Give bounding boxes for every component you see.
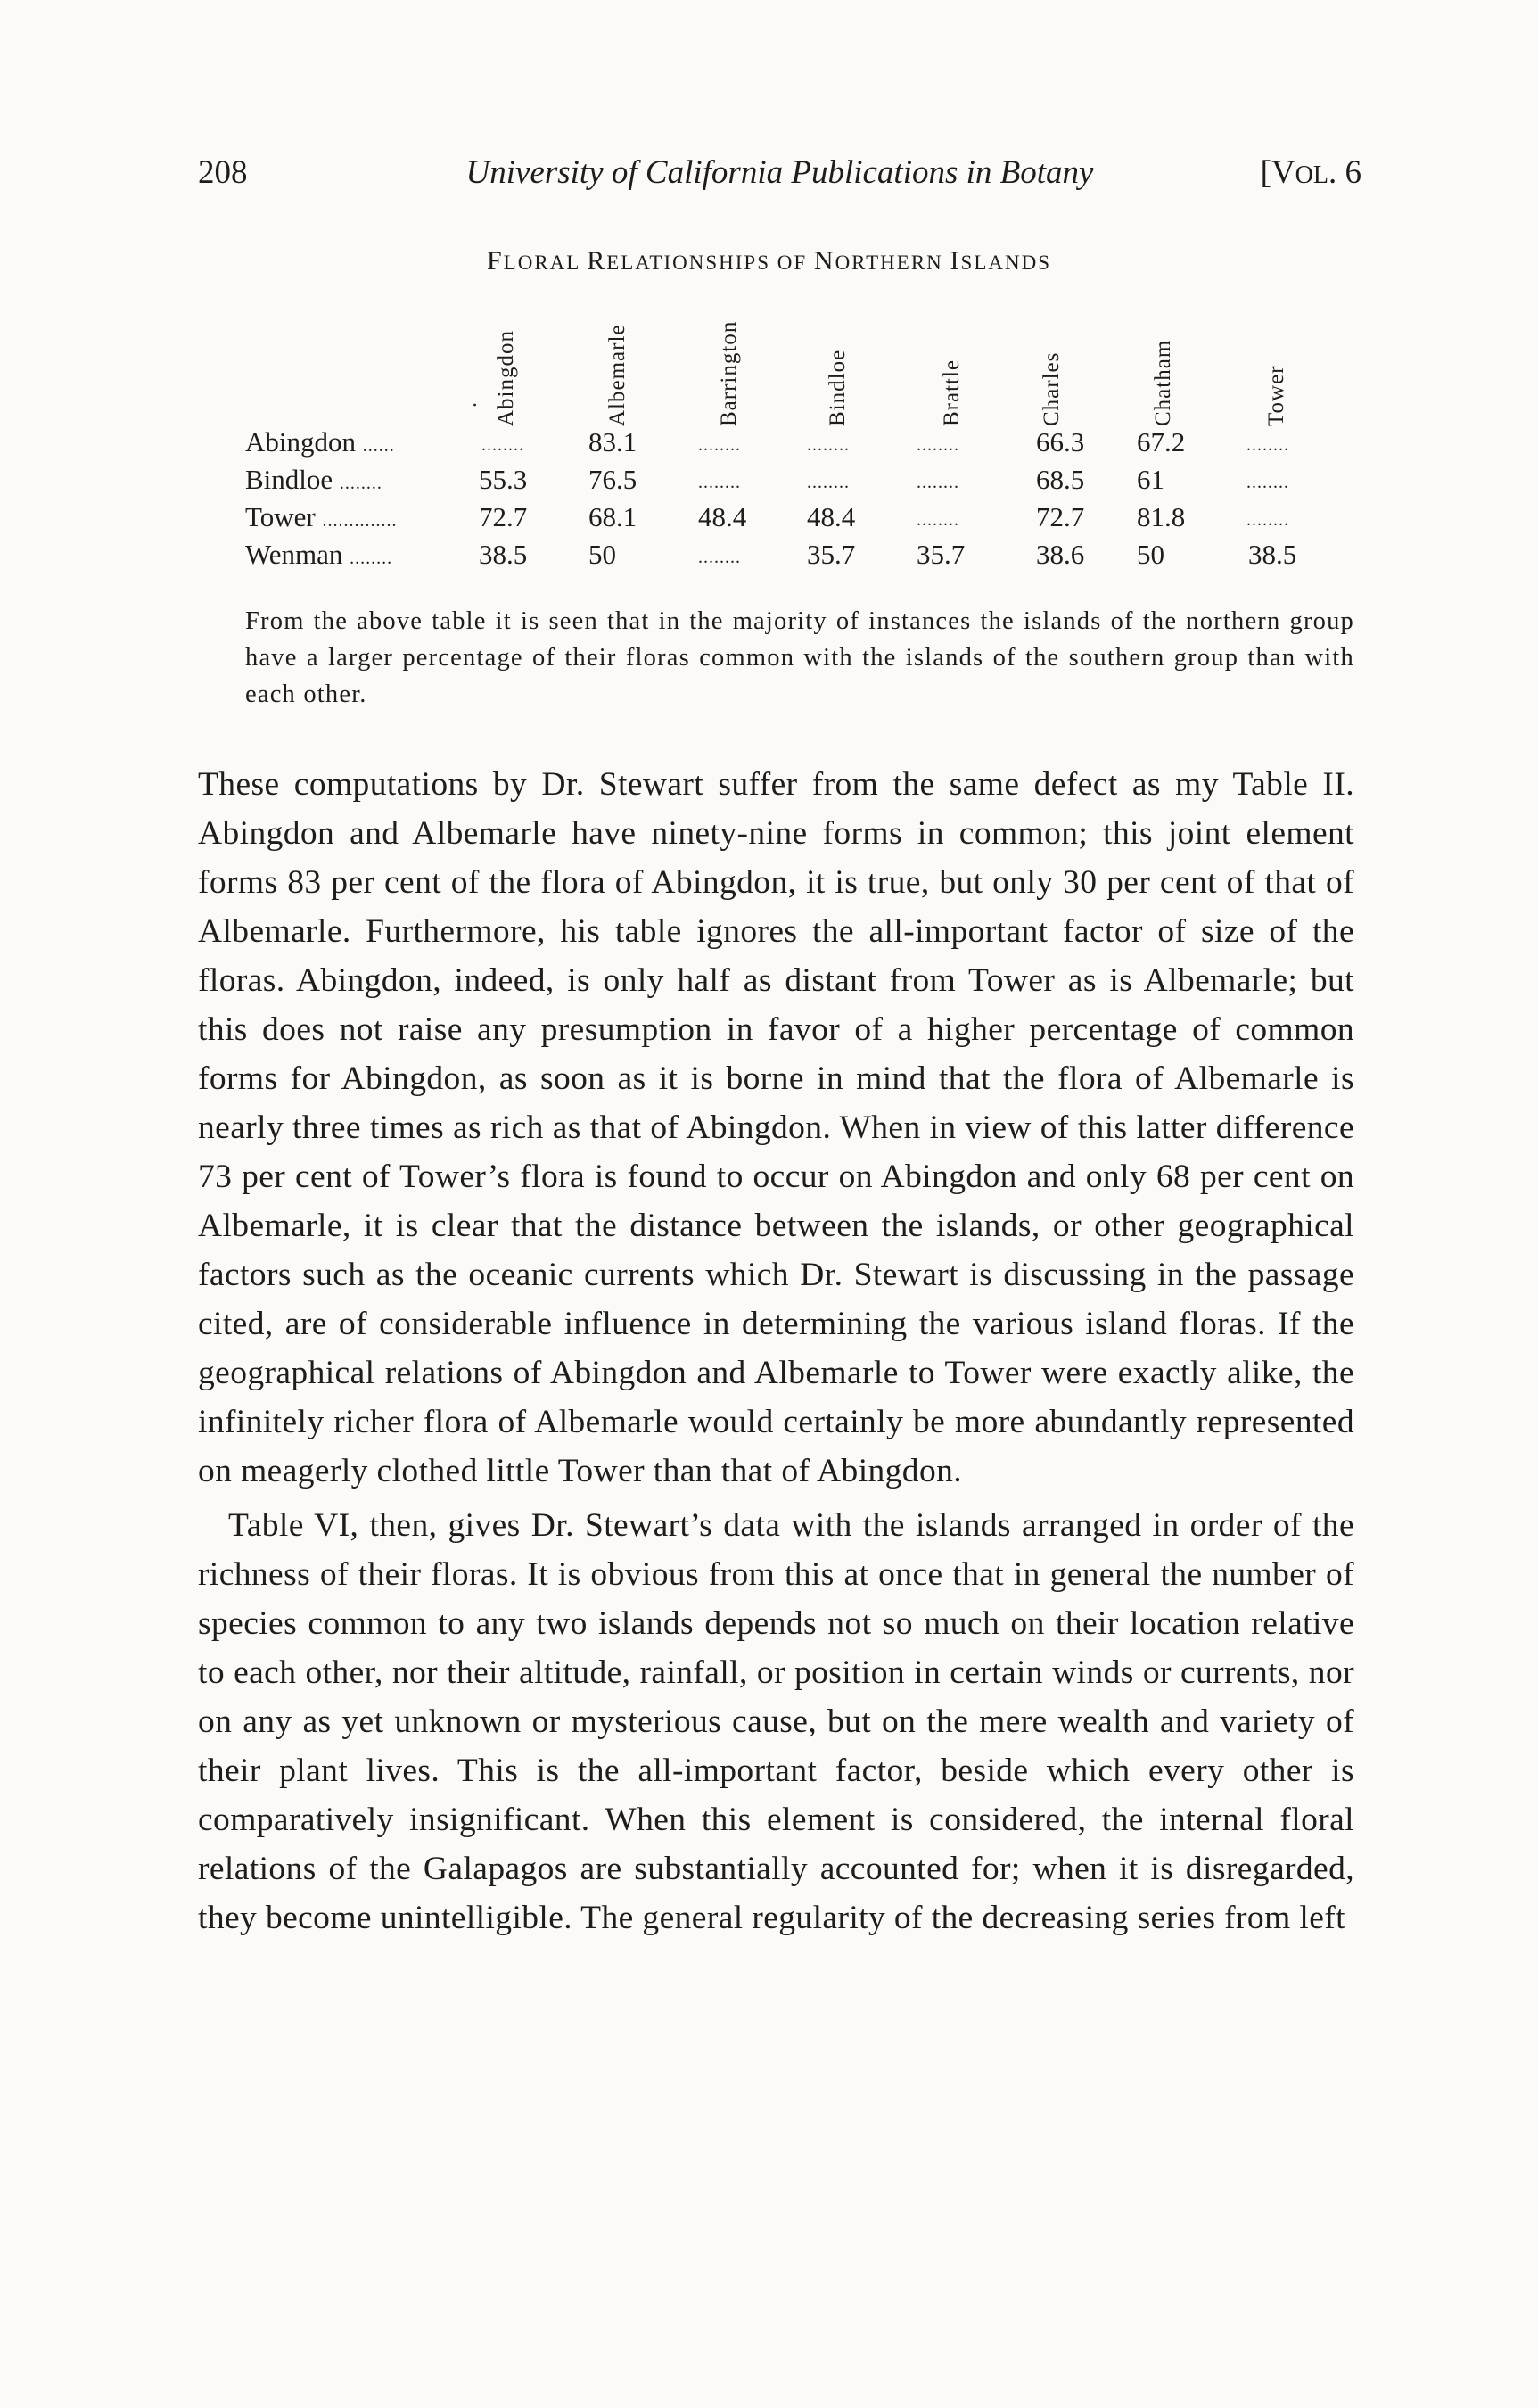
table-cell: 72.7 — [1036, 501, 1085, 532]
table-cell: 68.5 — [1036, 464, 1085, 495]
title-part: I — [950, 246, 961, 276]
table-cell: 38.5 — [1248, 539, 1297, 570]
title-part: R — [587, 246, 607, 276]
column-header-bindloe: Bindloe — [826, 349, 850, 426]
table-cell: 50 — [1137, 539, 1164, 570]
table-cell: 35.7 — [917, 539, 966, 570]
column-dot: · — [464, 400, 488, 408]
table-cell: 38.5 — [479, 539, 528, 570]
table-row — [0, 464, 1538, 503]
table-note-text: From the above table it is seen that in the majority of instances the islands of the northern group have a larger percentage of their floras common with the islands of the southern group than with each other. — [245, 607, 1354, 708]
page-number: 208 — [198, 154, 248, 191]
table-column-headers — [0, 284, 1538, 426]
table-cell: ........ — [917, 435, 959, 455]
volume-bracket: [V — [1260, 154, 1295, 191]
table-cell: 48.4 — [698, 501, 747, 532]
paragraph: These computations by Dr. Stewart suffer from the same defect as my Table II. Abingdon and Albemarle have ninety-nine forms in common; this joint element forms 83 per cent of the flora of Abingdon, it is true, but only 30 per cent of that of Albemarle. Furthermore, his table ignores the all-important factor of size of the floras. Abingdon, indeed, is only half as distant from Tower as is Albemarle; but this does not raise any presumption in favor of a higher percentage of common forms for Abingdon, as soon as it is borne in mind that the flora of Albemarle is nearly three times as rich as that of Abingdon. When in view of this latter difference 73 per cent of Tower’s flora is found to occur on Abingdon and only 68 per cent on Albemarle, it is clear that the distance between the islands, or other geographical factors such as the oceanic currents which Dr. Stewart is discussing in the passage cited, are of considerable influence in determining the various island floras. If the geographical relations of Abingdon and Albemarle to Tower were exactly alike, the infinitely richer flora of Albemarle would certainly be more abundantly represented on meagerly clothed little Tower than that of Abingdon. — [198, 766, 1354, 1489]
row-label: Tower .............. — [245, 501, 398, 532]
paragraph: Table VI, then, gives Dr. Stewart’s data with the islands arranged in order of the richness of their floras. It is obvious from this at once that in general the number of species common to any two islands depends not so much on their location relative to each other, nor their altitude, rainfall, or position in certain winds or currents, nor on any as yet unknown or mysterious cause, but on the mere wealth and variety of their plant lives. This is the all-important factor, beside which every other is comparatively insignificant. When this element is considered, the internal floral relations of the Galapagos are substantially accounted for; when it is disregarded, they become unintelligible. The general regularity of the decreasing series from left — [198, 1507, 1354, 1936]
table-cell: 83.1 — [588, 426, 637, 458]
table-note — [245, 603, 1354, 713]
table-cell: ........ — [698, 435, 741, 455]
table-cell: 76.5 — [588, 464, 637, 495]
title-part: ORTHERN — [835, 252, 950, 274]
running-header — [198, 153, 1361, 203]
column-header-brattle: Brattle — [940, 359, 964, 426]
row-label: Abingdon ...... — [245, 426, 395, 458]
title-part: F — [486, 246, 504, 276]
table-cell: 68.1 — [588, 501, 637, 532]
column-header-abingdon: · Abingdon — [464, 330, 518, 426]
table-row — [0, 426, 1538, 466]
title-part: N — [813, 246, 835, 276]
table-cell: ........ — [1246, 510, 1289, 530]
title-part: SLANDS — [960, 252, 1052, 274]
table-cell: 61 — [1137, 464, 1164, 495]
table-cell: ........ — [481, 435, 524, 455]
table-cell: 72.7 — [479, 501, 528, 532]
table-row — [0, 501, 1538, 540]
table-cell: 55.3 — [479, 464, 528, 495]
column-header-albemarle: Albemarle — [605, 324, 629, 426]
body-text — [198, 760, 1354, 1942]
table-cell: ........ — [698, 548, 741, 567]
column-header-chatham: Chatham — [1151, 339, 1175, 426]
table-cell: 81.8 — [1137, 501, 1186, 532]
row-label: Bindloe ........ — [245, 464, 382, 495]
table-cell: ........ — [698, 473, 741, 492]
table-cell: ........ — [917, 473, 959, 492]
running-title: University of California Publications in Botany — [465, 154, 1094, 191]
column-header-tower: Tower — [1264, 365, 1288, 426]
table-cell: 67.2 — [1137, 426, 1186, 458]
table-cell: 35.7 — [807, 539, 856, 570]
title-part: LORAL — [503, 252, 588, 274]
column-header-barrington: Barrington — [717, 320, 741, 426]
table-title — [0, 246, 1538, 276]
title-part: ELATIONSHIPS OF — [606, 252, 814, 274]
table-cell: 66.3 — [1036, 426, 1085, 458]
table-cell: ........ — [807, 473, 850, 492]
table-cell: ........ — [917, 510, 959, 530]
column-header-charles: Charles — [1040, 351, 1064, 426]
table-cell: 38.6 — [1036, 539, 1085, 570]
table-cell: ........ — [807, 435, 850, 455]
table-row — [0, 539, 1538, 578]
table-cell: ........ — [1246, 435, 1289, 455]
volume-label — [1261, 153, 1361, 192]
table-cell: 48.4 — [807, 501, 856, 532]
row-label: Wenman ........ — [245, 539, 393, 570]
table-cell: 50 — [588, 539, 616, 570]
table-cell: ........ — [1246, 473, 1289, 492]
volume-small-caps: OL — [1295, 161, 1328, 189]
volume-number: . 6 — [1328, 154, 1361, 191]
